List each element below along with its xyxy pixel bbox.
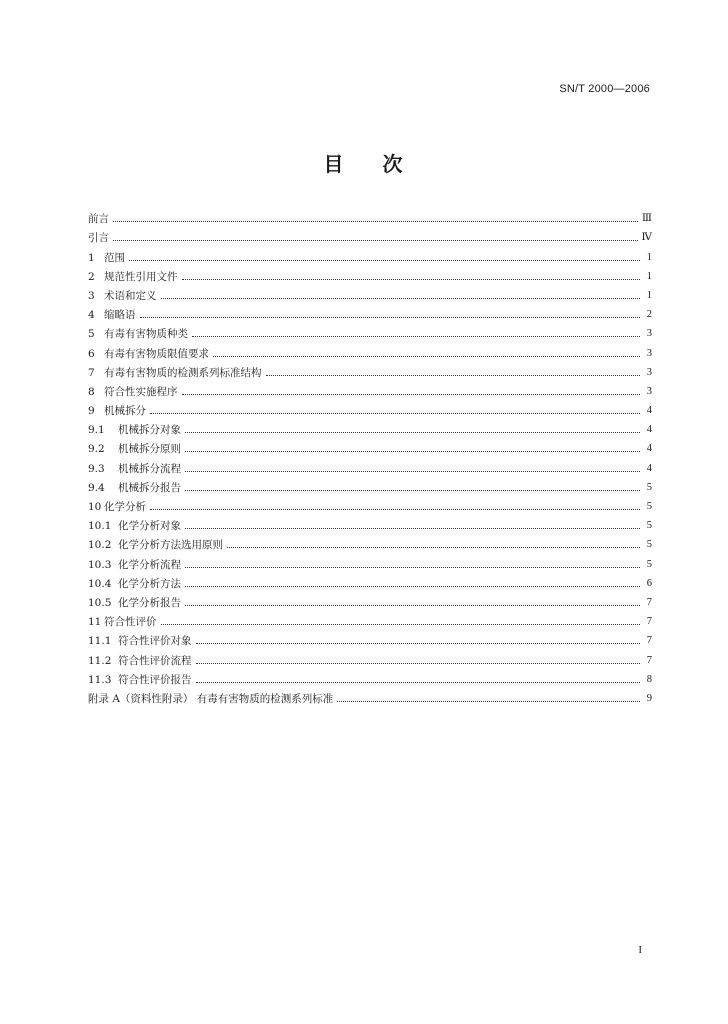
toc-leader-dots	[196, 663, 641, 664]
toc-entry[interactable]	[88, 647, 652, 666]
toc-entry-label	[88, 501, 146, 513]
toc-entry-number: 1	[88, 251, 95, 264]
toc-entry-page: 4	[646, 462, 652, 474]
toc-entry-page: 3	[646, 328, 652, 340]
toc-entry-title: 符合性评价对象	[118, 635, 192, 648]
toc-entry-title: 化学分析方法	[118, 577, 181, 590]
toc-leader-dots	[185, 586, 640, 587]
toc-entry-title: 附录 A（资料性附录） 有毒有害物质的检测系列标准	[88, 692, 334, 705]
toc-entry-page: 3	[646, 347, 652, 359]
toc-entry-label	[88, 578, 181, 590]
toc-entry-title: 化学分析报告	[118, 596, 181, 609]
toc-entry[interactable]	[88, 302, 652, 321]
toc-entry-page: 6	[646, 577, 652, 589]
page-title: 目 次	[323, 152, 405, 176]
toc-entry-label	[88, 290, 157, 302]
toc-entry-title: 引言	[88, 232, 109, 245]
toc-entry-page: 1	[646, 270, 652, 282]
toc-entry-label	[88, 232, 109, 244]
toc-entry-title: 缩略语	[104, 309, 136, 322]
toc-leader-dots	[150, 509, 640, 510]
toc-entry-label	[88, 539, 223, 551]
toc-entry-label	[88, 520, 181, 532]
toc-entry-label	[88, 328, 188, 340]
toc-entry-label	[88, 597, 181, 609]
toc-entry-page: 4	[646, 443, 652, 455]
toc-entry-number: 11	[88, 616, 102, 629]
toc-entry-title: 术语和定义	[104, 289, 157, 302]
toc-leader-dots	[196, 682, 641, 683]
toc-entry[interactable]	[88, 264, 652, 283]
toc-entry-title: 有毒有害物质限值要求	[104, 347, 209, 360]
toc-leader-dots	[196, 643, 641, 644]
toc-entry-number: 7	[88, 366, 95, 379]
toc-entry-page: 5	[646, 481, 652, 493]
toc-leader-dots	[185, 567, 640, 568]
toc-entry-title: 规范性引用文件	[104, 270, 178, 283]
toc-leader-dots	[150, 413, 640, 414]
toc-entry-page: 3	[646, 385, 652, 397]
toc-entry-number: 5	[88, 328, 95, 341]
toc-leader-dots	[192, 336, 640, 337]
toc-entry-title: 符合性评价流程	[118, 654, 192, 667]
toc-entry-title: 机械拆分对象	[118, 424, 181, 437]
toc-entry-page: 7	[646, 616, 652, 628]
toc-entry-number: 9.3	[88, 462, 105, 475]
toc-leader-dots	[337, 701, 640, 702]
toc-entry[interactable]	[88, 686, 652, 705]
toc-entry-number: 3	[88, 289, 95, 302]
toc-entry-page: 7	[646, 596, 652, 608]
toc-entry[interactable]	[88, 206, 652, 225]
toc-entry[interactable]	[88, 360, 652, 379]
page-number: I	[638, 944, 642, 956]
toc-entry-title: 化学分析方法选用原则	[118, 539, 223, 552]
toc-entry[interactable]	[88, 590, 652, 609]
toc-entry-page: 5	[646, 520, 652, 532]
toc-entry-title: 机械拆分报告	[118, 481, 181, 494]
toc-entry-title: 符合性评价报告	[118, 673, 192, 686]
toc-entry-title: 机械拆分	[104, 405, 146, 418]
toc-entry[interactable]	[88, 551, 652, 570]
toc-entry-label	[88, 482, 181, 494]
table-of-contents	[88, 206, 652, 705]
toc-entry-number: 9	[88, 405, 95, 418]
toc-leader-dots	[113, 221, 638, 222]
toc-entry[interactable]	[88, 436, 652, 455]
toc-leader-dots	[185, 605, 640, 606]
toc-entry-number: 6	[88, 347, 95, 360]
toc-entry-page: 1	[646, 251, 652, 263]
toc-entry-number: 10.3	[88, 558, 112, 571]
toc-entry[interactable]	[88, 513, 652, 532]
toc-entry-page: 4	[646, 424, 652, 436]
toc-entry-number: 10.4	[88, 577, 112, 590]
toc-entry-label	[88, 386, 178, 398]
toc-entry-label	[88, 405, 146, 417]
toc-entry-number: 10.5	[88, 596, 112, 609]
toc-leader-dots	[185, 432, 640, 433]
toc-entry-title: 符合性评价	[104, 616, 157, 629]
toc-entry-label	[88, 252, 125, 264]
toc-entry-page: Ⅳ	[641, 232, 652, 244]
toc-entry-page: 1	[646, 289, 652, 301]
toc-entry-page: 2	[646, 309, 652, 321]
toc-entry-label	[88, 213, 109, 225]
toc-entry-label	[88, 693, 333, 705]
toc-entry-title: 机械拆分原则	[118, 443, 181, 456]
toc-entry-number: 9.1	[88, 424, 105, 437]
toc-leader-dots	[140, 317, 641, 318]
toc-entry-page: 5	[646, 501, 652, 512]
toc-leader-dots	[185, 451, 640, 452]
toc-entry-label	[88, 443, 181, 455]
toc-entry-page: 8	[646, 673, 652, 685]
toc-entry-number: 11.1	[88, 635, 112, 648]
toc-entry-title: 机械拆分流程	[118, 462, 181, 475]
toc-entry-title: 化学分析流程	[118, 558, 181, 571]
toc-entry-page: 4	[646, 405, 652, 417]
toc-entry[interactable]	[88, 321, 652, 340]
toc-entry-title: 前言	[88, 213, 109, 226]
toc-entry-number: 11.2	[88, 654, 112, 667]
toc-entry-number: 2	[88, 270, 95, 283]
toc-entry[interactable]	[88, 417, 652, 436]
toc-entry-number: 10.1	[88, 520, 112, 533]
toc-leader-dots	[182, 279, 641, 280]
toc-entry[interactable]	[88, 571, 652, 590]
toc-entry-label	[88, 674, 192, 686]
toc-entry[interactable]	[88, 475, 652, 494]
toc-entry-label	[88, 635, 192, 647]
toc-entry-label	[88, 424, 181, 436]
toc-entry[interactable]	[88, 532, 652, 551]
toc-entry-label	[88, 271, 178, 283]
toc-entry-number: 10	[88, 501, 102, 513]
toc-entry[interactable]	[88, 225, 652, 244]
toc-leader-dots	[227, 547, 640, 548]
toc-entry-number: 4	[88, 309, 95, 322]
toc-entry-label	[88, 367, 262, 379]
toc-entry-label	[88, 559, 181, 571]
toc-entry-page: 7	[646, 654, 652, 666]
standard-code: SN/T 2000—2006	[559, 83, 650, 95]
toc-entry-page: 9	[646, 692, 652, 704]
toc-entry-label	[88, 655, 192, 667]
toc-entry[interactable]	[88, 379, 652, 398]
toc-entry-label	[88, 616, 157, 628]
toc-entry[interactable]	[88, 398, 652, 417]
toc-entry-page: Ⅲ	[641, 213, 652, 225]
toc-entry[interactable]	[88, 244, 652, 263]
toc-entry-title: 化学分析	[104, 501, 146, 513]
toc-entry[interactable]	[88, 667, 652, 686]
toc-entry[interactable]	[88, 455, 652, 474]
toc-entry-page: 7	[646, 635, 652, 647]
toc-entry-title: 符合性实施程序	[104, 385, 178, 398]
toc-entry-number: 11.3	[88, 673, 112, 686]
toc-entry-title: 化学分析对象	[118, 520, 181, 533]
toc-entry-number: 9.4	[88, 481, 105, 494]
toc-entry-page: 3	[646, 366, 652, 378]
toc-entry[interactable]	[88, 494, 652, 513]
toc-entry[interactable]	[88, 609, 652, 628]
toc-leader-dots	[129, 260, 640, 261]
toc-leader-dots	[266, 375, 641, 376]
toc-entry-number: 10.2	[88, 539, 112, 552]
toc-entry-title: 范围	[104, 251, 125, 264]
toc-entry-page: 5	[646, 558, 652, 570]
toc-leader-dots	[185, 490, 640, 491]
toc-entry-label	[88, 309, 136, 321]
toc-entry-number: 9.2	[88, 443, 105, 456]
toc-leader-dots	[213, 356, 640, 357]
toc-leader-dots	[185, 471, 640, 472]
toc-leader-dots	[161, 624, 641, 625]
toc-entry-title: 有毒有害物质的检测系列标准结构	[104, 366, 262, 379]
toc-entry-page: 5	[646, 539, 652, 551]
toc-entry-label	[88, 348, 209, 360]
toc-entry-label	[88, 463, 181, 475]
toc-entry[interactable]	[88, 340, 652, 359]
toc-entry-title: 有毒有害物质种类	[104, 328, 188, 341]
toc-leader-dots	[185, 528, 640, 529]
toc-leader-dots	[182, 394, 641, 395]
toc-entry[interactable]	[88, 628, 652, 647]
toc-leader-dots	[161, 298, 641, 299]
toc-entry[interactable]	[88, 283, 652, 302]
toc-leader-dots	[113, 240, 638, 241]
toc-entry-number: 8	[88, 385, 95, 398]
